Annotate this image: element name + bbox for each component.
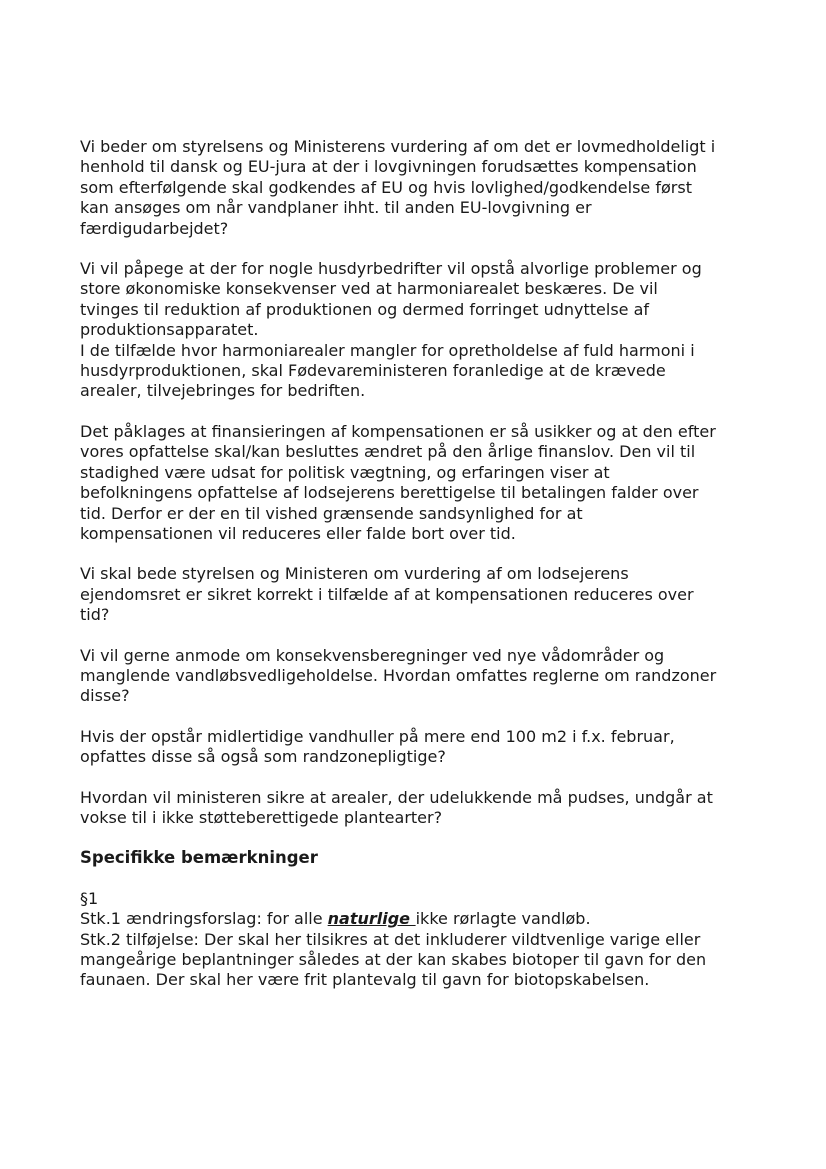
- paragraph-2: [80, 259, 760, 402]
- text-line: Vi skal bede styrelsen og Ministeren om vurdering af om lodsejerens: [80, 564, 629, 584]
- paragraph-6: [80, 727, 760, 768]
- stk1-line: [80, 909, 760, 929]
- text-line: kan ansøges om når vandplaner ihht. til anden EU-lovgivning er: [80, 198, 592, 218]
- text-line: opfattes disse så også som randzonepligtige?: [80, 747, 446, 767]
- paragraph-7: [80, 788, 760, 829]
- text-line: manglende vandløbsvedligeholdelse. Hvordan omfattes reglerne om randzoner: [80, 665, 717, 685]
- paragraph-4: [80, 564, 760, 625]
- text-line: stadighed være udsat for politisk vægtning, og erfaringen viser at: [80, 462, 610, 482]
- paragraph-1: [80, 137, 760, 239]
- text-line: Vi vil påpege at der for nogle husdyrbedrifter vil opstå alvorlige problemer og: [80, 259, 702, 279]
- stk2-line: mangeårige beplantninger således at der kan skabes biotoper til gavn for den: [80, 950, 707, 969]
- text-line: tvinges til reduktion af produktionen og dermed forringet udnyttelse af: [80, 299, 650, 319]
- stk2-line: faunaen. Der skal her være frit plantevalg til gavn for biotopskabelsen.: [80, 970, 650, 990]
- text-line: tid?: [80, 605, 110, 625]
- stk2-line: Stk.2 tilføjelse: Der skal her tilsikres at det inkluderer vildtvenlige varige eller: [80, 929, 701, 949]
- stk1-emphasis: naturlige: [327, 909, 416, 929]
- text-line: befolkningens opfattelse af lodsejerens berettigelse til betalingen falder over: [80, 483, 699, 503]
- text-line: Vi vil gerne anmode om konsekvensberegninger ved nye vådområder og: [80, 645, 665, 665]
- text-line: produktionsapparatet.: [80, 320, 259, 340]
- document-page: [80, 137, 760, 991]
- text-line: Det påklages at finansieringen af kompensationen er så usikker og at den efter: [80, 421, 716, 441]
- text-line: vokse til i ikke støtteberettigede plantearter?: [80, 807, 443, 827]
- stk1-suffix: ikke rørlagte vandløb.: [415, 909, 591, 929]
- text-line: I de tilfælde hvor harmoniarealer mangler for opretholdelse af fuld harmoni i: [80, 340, 695, 360]
- text-line: vores opfattelse skal/kan besluttes ændret på den årlige finanslov. Den vil til: [80, 442, 696, 462]
- text-line: husdyrproduktionen, skal Fødevareministeren foranledige at de krævede: [80, 361, 666, 381]
- text-line: som efterfølgende skal godkendes af EU og hvis lovlighed/godkendelse først: [80, 177, 692, 197]
- paragraph-3: [80, 422, 760, 544]
- section-heading: Specifikke bemærkninger: [80, 848, 318, 868]
- text-line: disse?: [80, 686, 130, 706]
- text-line: Hvordan vil ministeren sikre at arealer, der udelukkende må pudses, undgår at: [80, 787, 713, 807]
- text-line: arealer, tilvejebringes for bedriften.: [80, 381, 366, 401]
- section-mark: §1: [80, 888, 99, 908]
- section-paragraph-1: [80, 889, 760, 991]
- paragraph-5: [80, 646, 760, 707]
- text-line: henhold til dansk og EU-jura at der i lovgivningen forudsættes kompensation: [80, 157, 697, 177]
- stk1-prefix: Stk.1 ændringsforslag: for alle: [80, 909, 328, 929]
- text-line: tid. Derfor er der en til vished grænsende sandsynlighed for at: [80, 503, 583, 523]
- text-line: store økonomiske konsekvenser ved at harmoniarealet beskæres. De vil: [80, 279, 658, 299]
- text-line: ejendomsret er sikret korrekt i tilfælde af at kompensationen reduceres over: [80, 584, 694, 604]
- text-line: færdigudarbejdet?: [80, 218, 229, 238]
- text-line: kompensationen vil reduceres eller falde bort over tid.: [80, 523, 516, 543]
- text-line: Hvis der opstår midlertidige vandhuller på mere end 100 m2 i f.x. februar,: [80, 726, 675, 746]
- text-line: Vi beder om styrelsens og Ministerens vurdering af om det er lovmedholdeligt i: [80, 137, 716, 156]
